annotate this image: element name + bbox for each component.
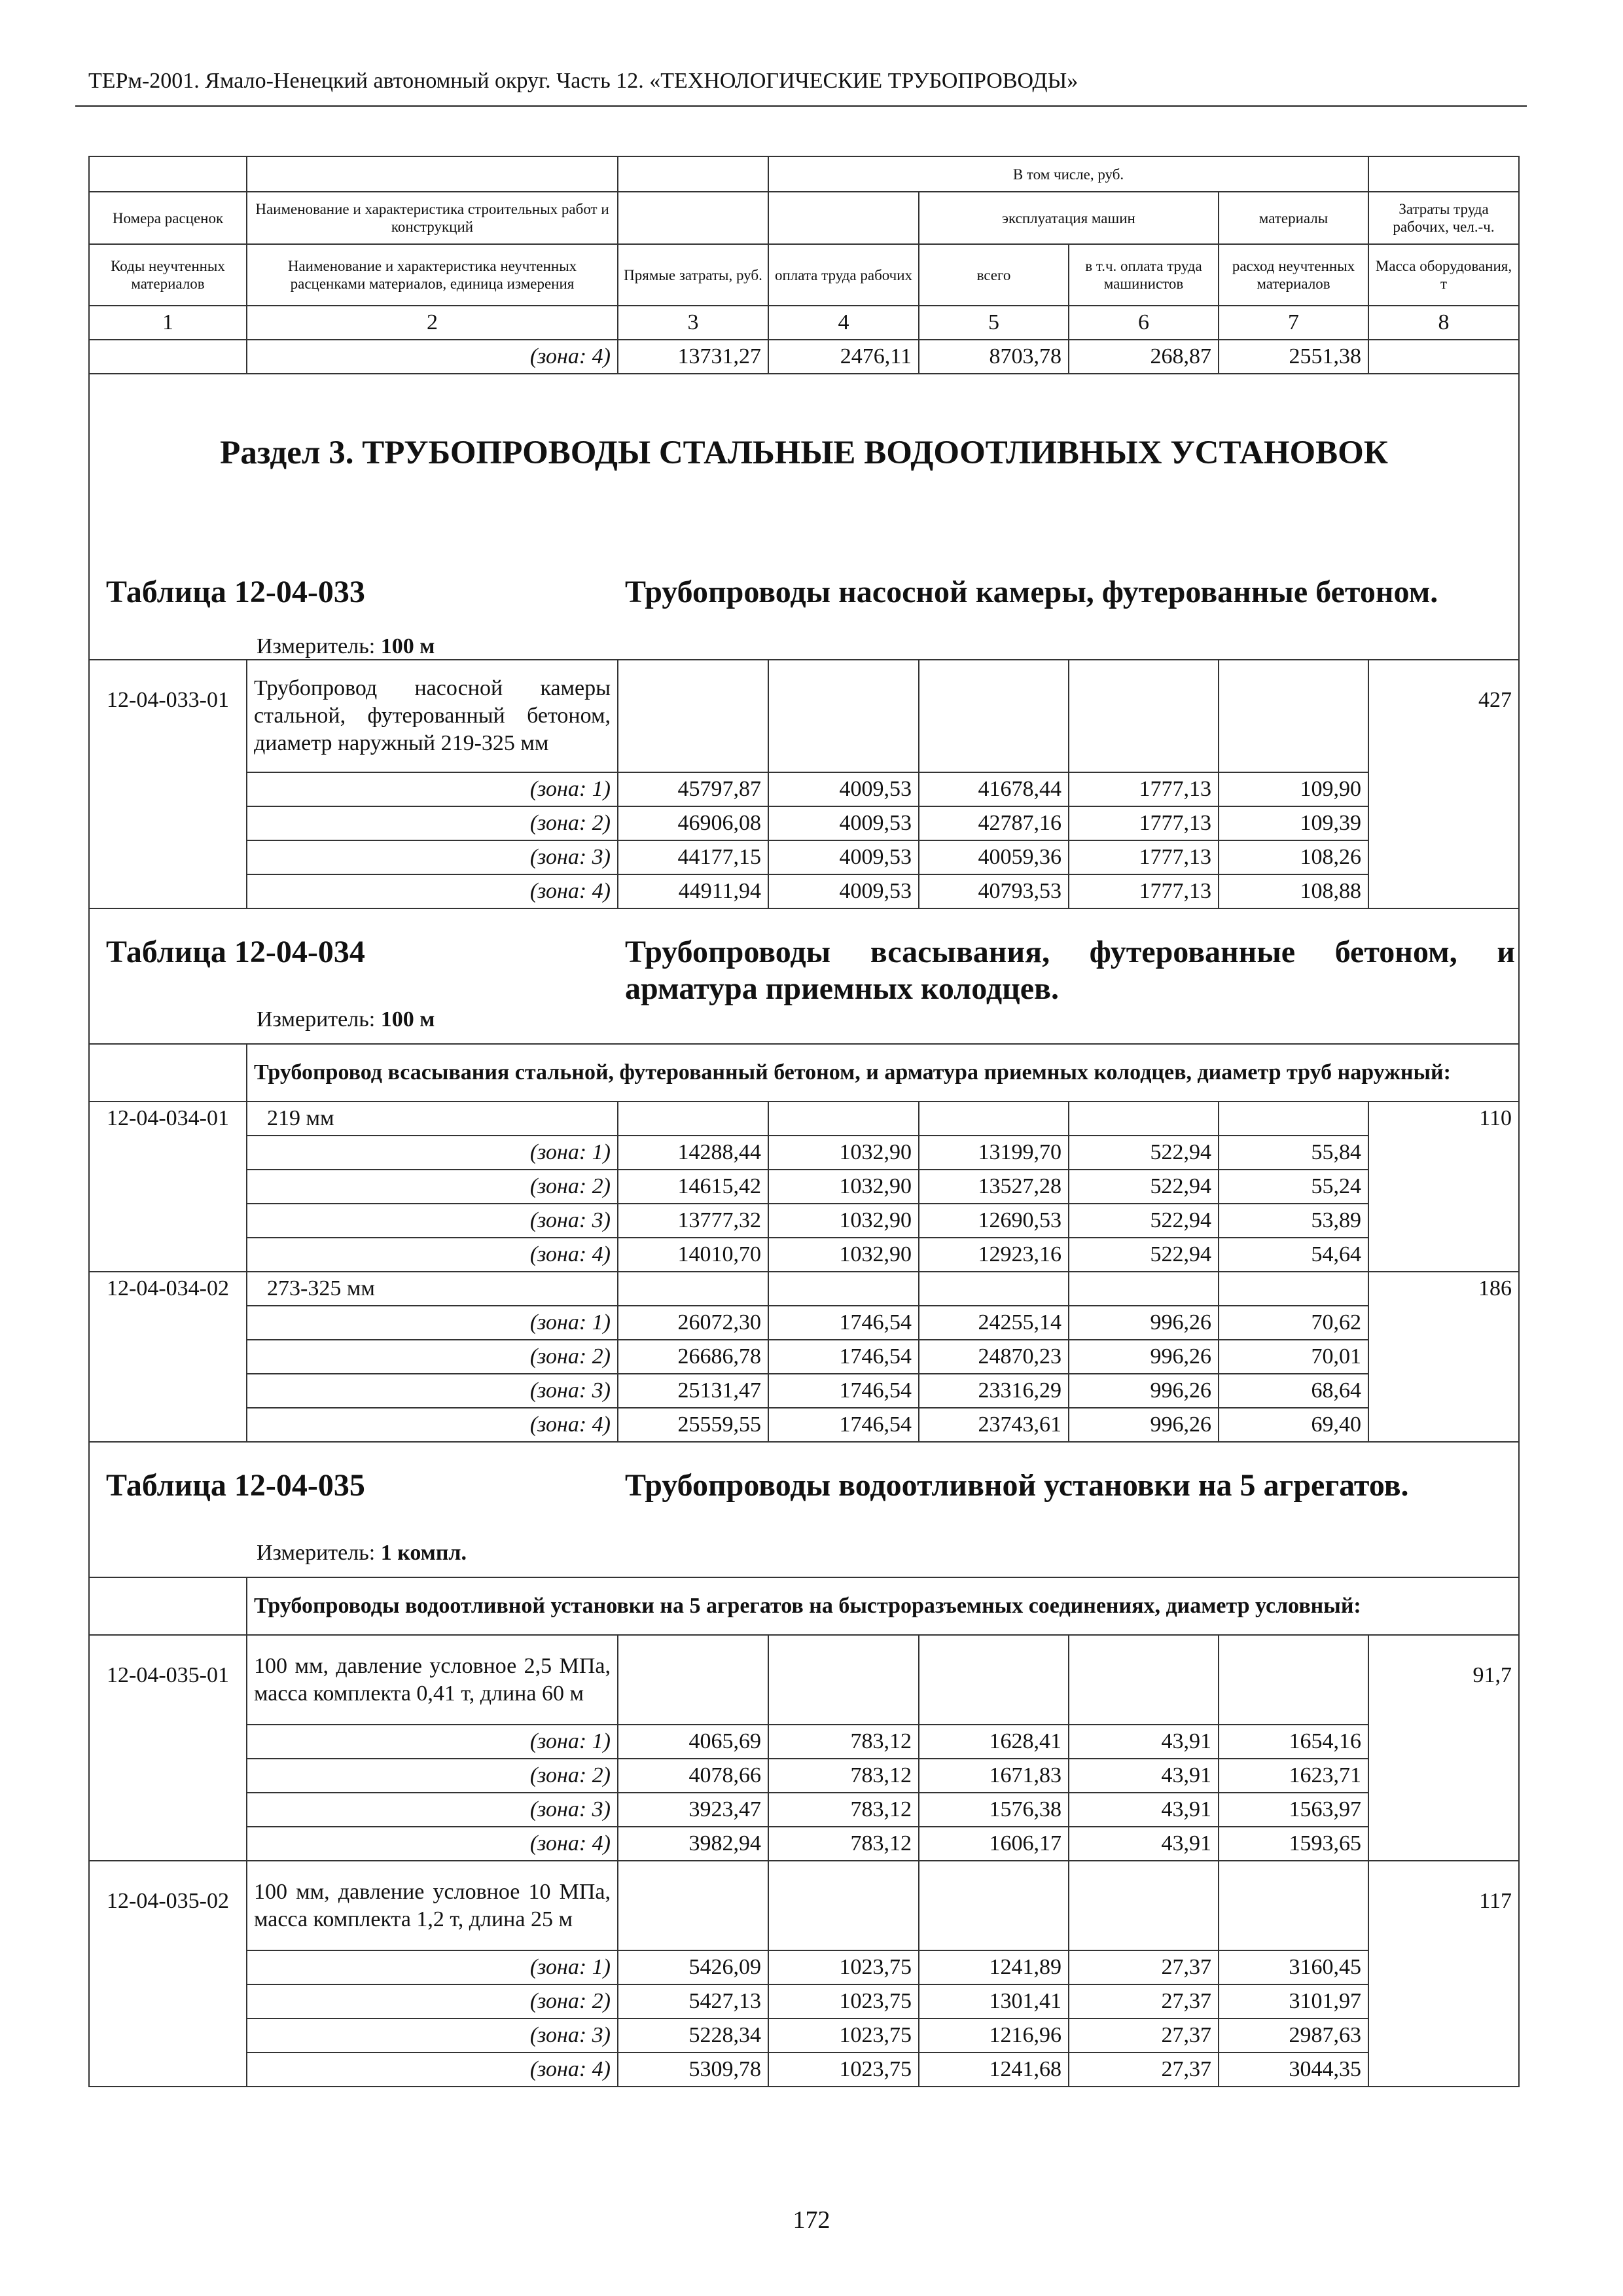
machines-wages-value: 522,94 (1069, 1170, 1219, 1204)
wages-value: 783,12 (768, 1725, 919, 1759)
empty-cell (768, 1272, 919, 1306)
column-number: 1 (89, 306, 247, 340)
direct-cost: 3982,94 (618, 1827, 768, 1861)
direct-cost: 14615,42 (618, 1170, 768, 1204)
column-number: 7 (1219, 306, 1368, 340)
empty-cell (618, 1272, 768, 1306)
header-direct-mid (618, 192, 768, 244)
column-number: 3 (618, 306, 768, 340)
page-number: 172 (793, 2206, 830, 2234)
rate-item-row (89, 1102, 1519, 1136)
zone-label: (зона: 3) (247, 840, 618, 874)
table-title: Трубопроводы насосной камеры, футерованные бетоном. (625, 575, 1438, 609)
empty-cell (919, 1635, 1069, 1725)
zone-row (89, 1238, 1519, 1272)
direct-cost: 44177,15 (618, 840, 768, 874)
machines-total-value: 12690,53 (919, 1204, 1069, 1238)
direct-cost: 26686,78 (618, 1340, 768, 1374)
empty-cell (1069, 1635, 1219, 1725)
running-header: ТЕРм-2001. Ямало-Ненецкий автономный округ. Часть 12. «ТЕХНОЛОГИЧЕСКИЕ ТРУБОПРОВОДЫ» (88, 69, 1079, 93)
table-label: Таблица 12-04-034 (106, 935, 365, 969)
zone-label: (зона: 1) (247, 1950, 618, 1984)
machines-total-value: 40059,36 (919, 840, 1069, 874)
zone-label: (зона: 1) (247, 1306, 618, 1340)
wages-value: 1746,54 (768, 1306, 919, 1340)
zone-label: (зона: 2) (247, 1340, 618, 1374)
header-labor-sub: Масса оборудования, т (1368, 244, 1519, 306)
wages-value: 4009,53 (768, 772, 919, 806)
zone-row (89, 1408, 1519, 1442)
materials-value: 1654,16 (1219, 1725, 1368, 1759)
direct-cost: 3923,47 (618, 1793, 768, 1827)
empty-cell (768, 1861, 919, 1950)
machines-total-value: 1671,83 (919, 1759, 1069, 1793)
header-machines: эксплуатация машин (919, 192, 1219, 244)
zone-label: (зона: 2) (247, 806, 618, 840)
empty-cell (919, 1102, 1069, 1136)
machines-total-value: 40793,53 (919, 874, 1069, 908)
empty-cell (919, 1272, 1069, 1306)
table-unit: Измеритель: 100 м (257, 634, 435, 658)
empty-cell (768, 660, 919, 772)
header-direct: Прямые затраты, руб. (618, 244, 768, 306)
machines-wages-value: 996,26 (1069, 1306, 1219, 1340)
machines-wages-value: 1777,13 (1069, 874, 1219, 908)
direct-cost: 45797,87 (618, 772, 768, 806)
wages-value: 1023,75 (768, 2053, 919, 2087)
zone-row (89, 840, 1519, 874)
empty-cell (1069, 660, 1219, 772)
machines-wages-value: 27,37 (1069, 2018, 1219, 2053)
zone-label: (зона: 4) (247, 874, 618, 908)
header-direct-top (618, 156, 768, 192)
empty-cell (919, 660, 1069, 772)
zone-label: (зона: 3) (247, 1204, 618, 1238)
work-name: 100 мм, давление условное 10 МПа, масса комплекта 1,2 т, длина 25 м (247, 1861, 618, 1950)
rate-code: 12-04-033-01 (89, 660, 247, 908)
rate-code: 12-04-034-02 (89, 1272, 247, 1442)
machines-wages-value: 522,94 (1069, 1136, 1219, 1170)
empty-cell (1069, 1272, 1219, 1306)
direct-cost: 14010,70 (618, 1238, 768, 1272)
materials-value: 69,40 (1219, 1408, 1368, 1442)
header-incl: В том числе, руб. (768, 156, 1368, 192)
wages-value: 1032,90 (768, 1204, 919, 1238)
machines-wages-value: 1777,13 (1069, 772, 1219, 806)
wages-value: 4009,53 (768, 806, 919, 840)
header-materials: материалы (1219, 192, 1368, 244)
empty-cell (1219, 1102, 1368, 1136)
empty-cell (1219, 1635, 1368, 1725)
header-name: Наименование и характеристика строительных работ и конструкций (247, 192, 618, 244)
rate-item-row (89, 660, 1519, 772)
materials-value: 3044,35 (1219, 2053, 1368, 2087)
empty-cell (1219, 1861, 1368, 1950)
labor-cell (1368, 340, 1519, 374)
header-codes-sub: Коды неучтенных материалов (89, 244, 247, 306)
zone-label: (зона: 2) (247, 1759, 618, 1793)
machines-total-value: 1241,89 (919, 1950, 1069, 1984)
header-labor: Затраты труда рабочих, чел.-ч. (1368, 192, 1519, 244)
zone-label: (зона: 1) (247, 1136, 618, 1170)
machines-wages-value: 27,37 (1069, 1950, 1219, 1984)
column-number: 6 (1069, 306, 1219, 340)
wages-value: 1746,54 (768, 1374, 919, 1408)
materials-value: 1623,71 (1219, 1759, 1368, 1793)
section-block (89, 374, 1519, 660)
direct-cost: 5228,34 (618, 2018, 768, 2053)
zone-label: (зона: 4) (247, 1827, 618, 1861)
machines-wages-value: 43,91 (1069, 1759, 1219, 1793)
materials-value: 108,88 (1219, 874, 1368, 908)
machines-wages-value: 996,26 (1069, 1374, 1219, 1408)
empty-cell (618, 1635, 768, 1725)
work-name: Трубопровод насосной камеры стальной, футерованный бетоном, диаметр наружный 219-325 мм (247, 660, 618, 772)
table-unit: Измеритель: 1 компл. (257, 1541, 467, 1565)
zone-row (89, 2053, 1519, 2087)
labor-value: 91,7 (1368, 1635, 1519, 1861)
column-number: 4 (768, 306, 919, 340)
zone-row (89, 1793, 1519, 1827)
zone-row (89, 874, 1519, 908)
machines-total-value: 1301,41 (919, 1984, 1069, 2018)
table-label: Таблица 12-04-033 (106, 575, 365, 609)
machines-wages-value: 27,37 (1069, 2053, 1219, 2087)
direct-cost: 4065,69 (618, 1725, 768, 1759)
machines-wages-value: 43,91 (1069, 1793, 1219, 1827)
rate-code: 12-04-034-01 (89, 1102, 247, 1272)
header-name-top (247, 156, 618, 192)
labor-value: 110 (1368, 1102, 1519, 1272)
header-rule (75, 105, 1527, 107)
wages-value: 783,12 (768, 1793, 919, 1827)
zone-row (89, 1204, 1519, 1238)
table-header-block (89, 908, 1519, 1044)
zone-row (89, 1950, 1519, 1984)
machines-wages-value: 996,26 (1069, 1340, 1219, 1374)
machines-total-value: 1241,68 (919, 2053, 1069, 2087)
wages-value: 1746,54 (768, 1408, 919, 1442)
machines-total-value: 13199,70 (919, 1136, 1069, 1170)
zone-row (89, 1340, 1519, 1374)
direct-cost: 5427,13 (618, 1984, 768, 2018)
materials-value: 109,39 (1219, 806, 1368, 840)
direct-cost: 14288,44 (618, 1136, 768, 1170)
materials-value: 70,62 (1219, 1306, 1368, 1340)
table-header-block (89, 1442, 1519, 1577)
header-name-sub: Наименование и характеристика неучтенных расценками материалов, единица измерения (247, 244, 618, 306)
rate-item-row (89, 1861, 1519, 1950)
zone-row (89, 1306, 1519, 1340)
zone-row (89, 1827, 1519, 1861)
zone-label: (зона: 2) (247, 1170, 618, 1204)
labor-value: 186 (1368, 1272, 1519, 1442)
zone-label: (зона: 2) (247, 1984, 618, 2018)
table-header (90, 1443, 1518, 1577)
wages-value: 1032,90 (768, 1238, 919, 1272)
work-name: 219 мм (247, 1102, 618, 1136)
materials-value: 53,89 (1219, 1204, 1368, 1238)
wages-value: 4009,53 (768, 840, 919, 874)
wages-value: 1023,75 (768, 1950, 919, 1984)
wages-value: 1023,75 (768, 2018, 919, 2053)
empty-cell (919, 1861, 1069, 1950)
wages-value: 1746,54 (768, 1340, 919, 1374)
machines-total-value: 23743,61 (919, 1408, 1069, 1442)
materials-value: 109,90 (1219, 772, 1368, 806)
machines-total-value: 1216,96 (919, 2018, 1069, 2053)
materials-value: 3160,45 (1219, 1950, 1368, 1984)
machines-wages-value: 1777,13 (1069, 806, 1219, 840)
table-label: Таблица 12-04-035 (106, 1468, 365, 1503)
wages-value: 4009,53 (768, 874, 919, 908)
zone-row (89, 1136, 1519, 1170)
code-cell (89, 1044, 247, 1102)
group-title: Трубопроводы водоотливной установки на 5 агрегатов на быстроразъемных соединениях, диаметр условный: (247, 1577, 1519, 1635)
work-name: 273-325 мм (247, 1272, 618, 1306)
direct-cost: 4078,66 (618, 1759, 768, 1793)
column-number: 2 (247, 306, 618, 340)
machines-wages-value: 1777,13 (1069, 840, 1219, 874)
direct-cost: 26072,30 (618, 1306, 768, 1340)
header-materials-sub: расход неучтенных материалов (1219, 244, 1368, 306)
code-cell (89, 1577, 247, 1635)
rate-item-row (89, 1272, 1519, 1306)
zone-row (89, 2018, 1519, 2053)
machines-wages-value: 43,91 (1069, 1827, 1219, 1861)
header-labor-top (1368, 156, 1519, 192)
section-title: Раздел 3. ТРУБОПРОВОДЫ СТАЛЬНЫЕ ВОДООТЛИВНЫХ УСТАНОВОК (220, 435, 1388, 471)
header-wages-top (768, 192, 919, 244)
header-machines-wages: в т.ч. оплата труда машинистов (1069, 244, 1219, 306)
empty-cell (618, 1861, 768, 1950)
header-machines-total: всего (919, 244, 1069, 306)
materials-value: 1593,65 (1219, 1827, 1368, 1861)
direct-cost: 13777,32 (618, 1204, 768, 1238)
header-wages: оплата труда рабочих (768, 244, 919, 306)
direct-cost: 44911,94 (618, 874, 768, 908)
carryover-row (89, 340, 1519, 374)
wages-value: 783,12 (768, 1827, 919, 1861)
labor-value: 427 (1368, 660, 1519, 908)
machines-total-value: 12923,16 (919, 1238, 1069, 1272)
machines-total-value: 1628,41 (919, 1725, 1069, 1759)
zone-label: (зона: 3) (247, 2018, 618, 2053)
header-codes-top (89, 156, 247, 192)
table-header (90, 909, 1518, 1043)
empty-cell (618, 1102, 768, 1136)
zone-label: (зона: 4) (247, 340, 618, 374)
materials-value: 2551,38 (1219, 340, 1368, 374)
materials-value: 1563,97 (1219, 1793, 1368, 1827)
materials-value: 2987,63 (1219, 2018, 1368, 2053)
zone-label: (зона: 4) (247, 1238, 618, 1272)
zone-row (89, 1725, 1519, 1759)
zone-label: (зона: 3) (247, 1793, 618, 1827)
machines-total-value: 24870,23 (919, 1340, 1069, 1374)
direct-cost: 13731,27 (618, 340, 768, 374)
table-unit: Измеритель: 100 м (257, 1007, 435, 1031)
machines-total-value: 23316,29 (919, 1374, 1069, 1408)
materials-value: 55,24 (1219, 1170, 1368, 1204)
empty-cell (1069, 1861, 1219, 1950)
materials-value: 54,64 (1219, 1238, 1368, 1272)
zone-row (89, 806, 1519, 840)
machines-wages-value: 268,87 (1069, 340, 1219, 374)
wages-value: 1023,75 (768, 1984, 919, 2018)
machines-total-value: 1606,17 (919, 1827, 1069, 1861)
zone-label: (зона: 1) (247, 1725, 618, 1759)
table-title: Трубопроводы водоотливной установки на 5 агрегатов. (625, 1468, 1409, 1503)
empty-cell (1219, 1272, 1368, 1306)
direct-cost: 25559,55 (618, 1408, 768, 1442)
header-codes: Номера расценок (89, 192, 247, 244)
materials-value: 108,26 (1219, 840, 1368, 874)
column-number: 5 (919, 306, 1069, 340)
machines-wages-value: 996,26 (1069, 1408, 1219, 1442)
machines-wages-value: 43,91 (1069, 1725, 1219, 1759)
machines-wages-value: 522,94 (1069, 1204, 1219, 1238)
machines-wages-value: 27,37 (1069, 1984, 1219, 2018)
work-name: 100 мм, давление условное 2,5 МПа, масса комплекта 0,41 т, длина 60 м (247, 1635, 618, 1725)
machines-total-value: 8703,78 (919, 340, 1069, 374)
zone-label: (зона: 4) (247, 2053, 618, 2087)
machines-total-value: 41678,44 (919, 772, 1069, 806)
machines-total-value: 42787,16 (919, 806, 1069, 840)
materials-value: 70,01 (1219, 1340, 1368, 1374)
wages-value: 2476,11 (768, 340, 919, 374)
zone-label: (зона: 1) (247, 772, 618, 806)
rate-code: 12-04-035-02 (89, 1861, 247, 2087)
empty-cell (1219, 660, 1368, 772)
group-title: Трубопровод всасывания стальной, футерованный бетоном, и арматура приемных колодцев, диаметр труб наружный: (247, 1044, 1519, 1102)
zone-row (89, 1170, 1519, 1204)
machines-total-value: 1576,38 (919, 1793, 1069, 1827)
direct-cost: 25131,47 (618, 1374, 768, 1408)
wages-value: 1032,90 (768, 1170, 919, 1204)
direct-cost: 46906,08 (618, 806, 768, 840)
zone-row (89, 772, 1519, 806)
rates-table (88, 156, 1520, 2087)
rate-item-row (89, 1635, 1519, 1725)
materials-value: 55,84 (1219, 1136, 1368, 1170)
rate-code: 12-04-035-01 (89, 1635, 247, 1861)
direct-cost: 5309,78 (618, 2053, 768, 2087)
table-title: Трубопроводы всасывания, футерованные бетоном, и арматура приемных колодцев. (625, 935, 1515, 1006)
empty-cell (618, 660, 768, 772)
materials-value: 68,64 (1219, 1374, 1368, 1408)
machines-wages-value: 522,94 (1069, 1238, 1219, 1272)
column-number: 8 (1368, 306, 1519, 340)
zone-row (89, 1374, 1519, 1408)
machines-total-value: 24255,14 (919, 1306, 1069, 1340)
empty-cell (1069, 1102, 1219, 1136)
empty-cell (768, 1102, 919, 1136)
zone-row (89, 1759, 1519, 1793)
zone-label: (зона: 4) (247, 1408, 618, 1442)
zone-row (89, 1984, 1519, 2018)
code-cell (89, 340, 247, 374)
empty-cell (768, 1635, 919, 1725)
wages-value: 1032,90 (768, 1136, 919, 1170)
materials-value: 3101,97 (1219, 1984, 1368, 2018)
labor-value: 117 (1368, 1861, 1519, 2087)
machines-total-value: 13527,28 (919, 1170, 1069, 1204)
zone-label: (зона: 3) (247, 1374, 618, 1408)
wages-value: 783,12 (768, 1759, 919, 1793)
direct-cost: 5426,09 (618, 1950, 768, 1984)
